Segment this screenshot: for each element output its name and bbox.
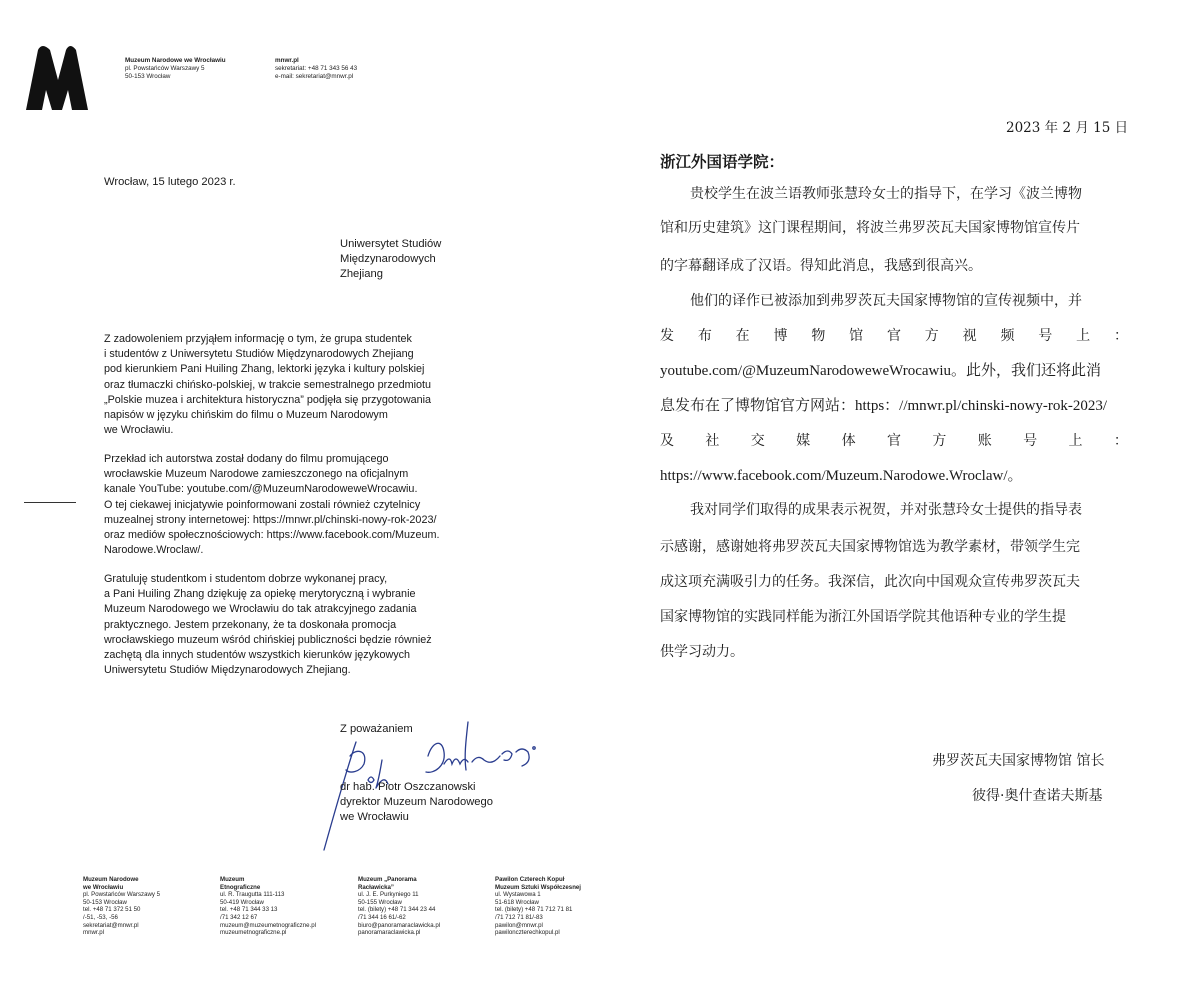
zh-char: 视 <box>962 328 977 344</box>
zh-char: 发 <box>660 328 674 344</box>
paragraph-line: napisów w języku chińskim do filmu o Muzeum Narodowym <box>104 409 388 422</box>
footer-name: Racławicka” <box>358 883 394 891</box>
paragraph-line: Gratuluję studentkom i studentom dobrze wykonanej pracy, <box>104 573 388 585</box>
zh-body-line: 我对同学们取得的成果表示祝贺，并对张慧玲女士提供的指导表 <box>690 502 1082 518</box>
zh-char: 媒 <box>796 433 811 449</box>
footer-line: 51-618 Wrocław <box>495 898 539 906</box>
zh-body-line-justified <box>660 433 1128 449</box>
header-address-line: pl. Powstańców Warszawy 5 <box>125 65 205 72</box>
header-secretariat: sekretariat: +48 71 343 56 43 <box>275 65 358 72</box>
zh-body-line: 的字幕翻译成了汉语。得知此消息，我感到很高兴。 <box>660 258 982 274</box>
zh-letter-date: 2023 年 2 月 15 日 <box>1006 120 1129 136</box>
letter-paragraph-1 <box>104 332 524 438</box>
signer-name: dr hab. Piotr Oszczanowski <box>340 781 476 793</box>
footer-column <box>358 876 494 937</box>
header-address-line: 50-153 Wrocław <box>125 73 171 80</box>
paragraph-line: Z zadowoleniem przyjąłem informację o tym, że grupa studentek <box>104 333 412 345</box>
paragraph-line: oraz tłumaczki chińsko-polskiej, w trakcie semestralnego przedmiotu <box>104 378 432 391</box>
footer-name: we Wrocławiu <box>83 883 124 891</box>
zh-char: 账 <box>977 433 992 449</box>
zh-body-line: 贵校学生在波兰语教师张慧玲女士的指导下，在学习《波兰博物 <box>690 186 1082 202</box>
museum-logo-icon <box>24 44 88 110</box>
footer-line: pl. Powstańców Warszawy 5 <box>83 891 160 899</box>
footer-line: /-51, -53, -56 <box>83 913 118 921</box>
zh-char: ： <box>1113 328 1128 344</box>
zh-char: 方 <box>924 328 939 344</box>
addressee-line: Zhejiang <box>340 268 383 280</box>
footer-line: 50-419 Wrocław <box>220 898 264 906</box>
header-museum-address <box>125 57 226 81</box>
zh-char: 及 <box>660 433 674 449</box>
zh-char: 社 <box>705 433 720 449</box>
letter-paragraph-2 <box>104 452 524 558</box>
zh-char: 在 <box>735 328 750 344</box>
zh-letter-addressee: 浙江外国语学院： <box>660 153 785 171</box>
signer-title: dyrektor Muzeum Narodowego <box>340 796 493 808</box>
footer-name: Pawilon Czterech Kopuł <box>495 876 565 883</box>
footer-column <box>495 876 588 937</box>
zh-body-line: 成这项充满吸引力的任务。我深信，此次向中国观众宣传弗罗茨瓦夫 <box>660 574 1080 590</box>
footer-line: 50-153 Wrocław <box>83 898 127 906</box>
paragraph-line: we Wrocławiu. <box>104 424 174 437</box>
zh-body-line: 示感谢，感谢她将弗罗茨瓦夫国家博物馆选为教学素材，带领学生完 <box>660 539 1080 555</box>
footer-line: tel. +48 71 372 51 50 <box>83 906 141 914</box>
footer-line: muzeumetnograficzne.pl <box>220 929 287 937</box>
paragraph-line: kanale YouTube: youtube.com/@MuzeumNarodoweweWrocawiu. <box>104 483 418 496</box>
addressee-line: Uniwersytet Studiów <box>340 238 442 250</box>
zh-signature-title: 弗罗茨瓦夫国家博物馆 馆长 <box>932 753 1105 769</box>
footer-line: muzeum@muzeumetnograficzne.pl <box>220 921 316 929</box>
footer-line: pawilonczterechkopul.pl <box>495 929 560 937</box>
header-email: e-mail: sekretariat@mnwr.pl <box>275 73 354 80</box>
paragraph-line: wrocławskiego muzeum wśród chińskiej publiczności będzie również <box>104 633 432 646</box>
footer-line: /71 344 16 61/-62 <box>358 913 406 921</box>
zh-char: 频 <box>1000 328 1015 344</box>
paragraph-line: oraz mediów społecznościowych: https://www.facebook.com/Muzeum. <box>104 529 440 542</box>
paragraph-line: Muzeum Narodowego we Wrocławiu do tak atrakcyjnego zadania <box>104 603 417 616</box>
zh-char: 馆 <box>849 328 864 344</box>
paragraph-line: Uniwersytetu Studiów Międzynarodowych Zhejiang. <box>104 664 351 677</box>
zh-char: ： <box>1113 433 1128 449</box>
footer-name: Muzeum Sztuki Współczesnej <box>495 883 582 891</box>
signer-title: we Wrocławiu <box>340 811 409 823</box>
zh-body-line: youtube.com/@MuzeumNarodoweweWrocawiu。此外，我们还将此消 <box>660 363 1102 379</box>
zh-body-line: 供学习动力。 <box>660 644 744 660</box>
footer-name: Muzeum Narodowe <box>83 876 139 883</box>
footer-line: panoramaraclawicka.pl <box>358 929 421 937</box>
letter-date: Wrocław, 15 lutego 2023 r. <box>104 176 236 188</box>
zh-char: 布 <box>697 328 712 344</box>
addressee-line: Międzynarodowych <box>340 253 436 265</box>
footer-line: ul. R. Traugutta 111-113 <box>220 891 285 899</box>
footer-name: Muzeum „Panorama <box>358 876 417 883</box>
paragraph-line: zachętą dla innych studentów wszystkich kierunków językowych <box>104 649 411 662</box>
zh-char: 上 <box>1076 328 1091 344</box>
paragraph-line: pod kierunkiem Pani Huiling Zhang, lektorki języka i kultury polskiej <box>104 363 425 376</box>
zh-char: 体 <box>841 433 856 449</box>
zh-signature-name: 彼得·奥什查诺夫斯基 <box>972 788 1103 804</box>
zh-body-line: 馆和历史建筑》这门课程期间，将波兰弗罗茨瓦夫国家博物馆宣传片 <box>660 220 1080 236</box>
paragraph-line: O tej ciekawej inicjatywie poinformowani zostali również czytelnicy <box>104 498 421 511</box>
zh-char: 号 <box>1023 433 1038 449</box>
paragraph-line: a Pani Huiling Zhang dziękuję za opiekę merytoryczną i wybranie <box>104 588 416 601</box>
letter-addressee <box>340 237 441 282</box>
footer-line: /71 342 12 67 <box>220 913 258 921</box>
footer-line: tel. +48 71 344 33 13 <box>220 906 278 914</box>
zh-char: 官 <box>886 328 901 344</box>
header-museum-name: Muzeum Narodowe we Wrocławiu <box>125 57 226 64</box>
paragraph-line: muzealnej strony internetowej: https://mnwr.pl/chinski-nowy-rok-2023/ <box>104 513 437 526</box>
paragraph-line: wrocławskie Muzeum Narodowe zamieszczonego na oficjalnym <box>104 468 409 481</box>
paragraph-line: i studentów z Uniwersytetu Studiów Międzynarodowych Zhejiang <box>104 348 414 361</box>
zh-char: 物 <box>811 328 826 344</box>
footer-line: tel. (bilety) +48 71 712 71 81 <box>495 906 573 914</box>
footer-line: ul. J. E. Purkyniego 11 <box>358 891 419 899</box>
letter-paragraph-3 <box>104 572 524 678</box>
footer-name: Etnograficzne <box>220 883 261 891</box>
footer-line: pawilon@mnwr.pl <box>495 921 543 929</box>
footer-line: /71 712 71 81/-83 <box>495 913 543 921</box>
zh-char: 号 <box>1038 328 1053 344</box>
zh-char: 博 <box>773 328 788 344</box>
zh-body-line: 国家博物馆的实践同样能为浙江外国语学院其他语种专业的学生提 <box>660 609 1066 625</box>
header-website: mnwr.pl <box>275 57 299 64</box>
footer-column <box>220 876 356 937</box>
header-contact <box>275 57 357 81</box>
zh-body-line: 他们的译作已被添加到弗罗茨瓦夫国家博物馆的宣传视频中，并 <box>690 293 1082 309</box>
signer-block <box>340 780 493 825</box>
footer-name: Muzeum <box>220 876 245 883</box>
zh-body-line: https://www.facebook.com/Muzeum.Narodowe.Wroclaw/。 <box>660 468 1023 484</box>
zh-char: 上 <box>1068 433 1083 449</box>
letter-closing: Z poważaniem <box>340 723 413 735</box>
paragraph-line: praktycznego. Jestem przekonany, że ta doskonała promocja <box>104 618 397 631</box>
footer-column <box>83 876 219 937</box>
zh-char: 方 <box>932 433 947 449</box>
paragraph-line: Przekład ich autorstwa został dodany do filmu promującego <box>104 453 389 465</box>
paragraph-line: „Polskie muzea i architektura historyczna” podjęła się przygotowania <box>104 393 432 406</box>
footer-line: tel. (bilety) +48 71 344 23 44 <box>358 906 436 914</box>
footer-line: 50-155 Wrocław <box>358 898 402 906</box>
zh-char: 交 <box>750 433 765 449</box>
footer-line: mnwr.pl <box>83 929 104 937</box>
zh-body-line: 息发布在了博物馆官方网站：https：//mnwr.pl/chinski-nowy-rok-2023/ <box>660 398 1108 414</box>
zh-char: 官 <box>886 433 901 449</box>
zh-body-line-justified <box>660 328 1128 344</box>
footer-line: ul. Wystawowa 1 <box>495 891 541 899</box>
fold-mark-divider <box>24 502 76 503</box>
paragraph-line: Narodowe.Wroclaw/. <box>104 544 204 557</box>
footer-line: biuro@panoramaraclawicka.pl <box>358 921 441 929</box>
footer-line: sekretariat@mnwr.pl <box>83 921 139 929</box>
